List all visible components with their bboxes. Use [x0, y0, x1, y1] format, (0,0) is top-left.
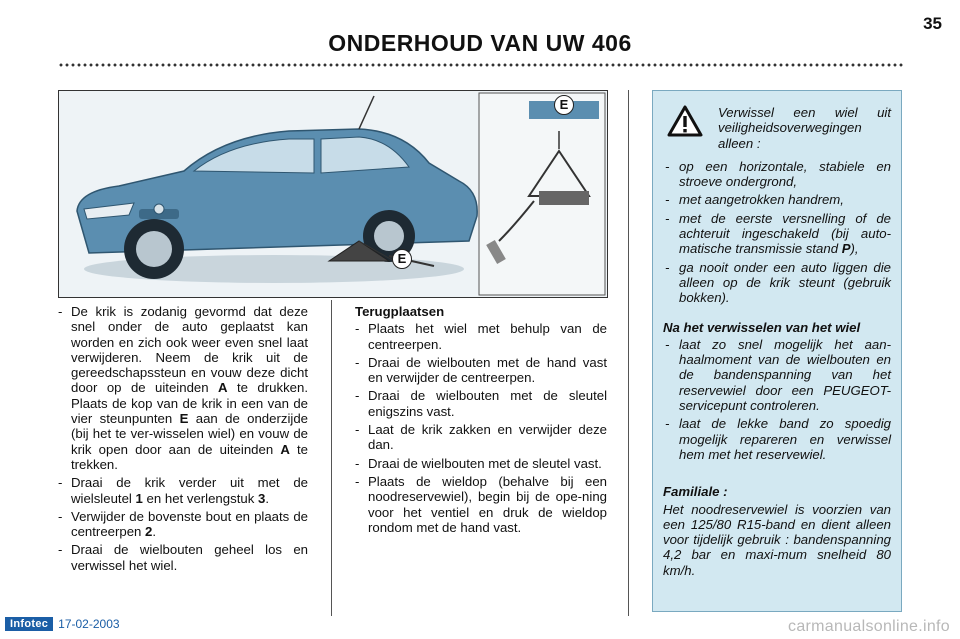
list-item: - Draai de wielbouten met de sleutel vast. [355, 456, 607, 471]
list-item: - Verwijder de bovenste bout en plaats de centreerpen 2. [58, 509, 308, 540]
refit-steps-list [355, 321, 607, 535]
list-item: - Draai de wielbouten geheel los en verwissel het wiel. [58, 542, 308, 573]
after-change-list [663, 337, 891, 462]
list-item: - laat zo snel mogelijk het aan-haalmoment van de wielbouten en de bandenspanning van het reservewiel door een PEUGEOT-servicepunt controleren. [663, 337, 891, 413]
familiale-heading: Familiale : [663, 484, 728, 500]
infotec-logo: Infotec [5, 617, 53, 631]
list-item: - op een horizontale, stabiele en stroeve ondergrond, [663, 159, 891, 190]
list-item: - Draai de wielbouten met de sleutel enigszins vast. [355, 388, 607, 419]
column-divider-2 [628, 90, 629, 616]
car-jack-illustration [58, 90, 608, 298]
list-item: - Draai de krik verder uit met de wielsleutel 1 en het verlengstuk 3. [58, 475, 308, 506]
dotted-divider [58, 63, 903, 67]
list-item: - laat de lekke band zo spoedig mogelijk repareren en verwissel hem met het reservewiel. [663, 416, 891, 462]
jack-steps-list [58, 304, 308, 573]
after-change-heading: Na het verwisselen van het wiel [663, 319, 861, 335]
list-item: - Plaats de wieldop (behalve bij een noodreservewiel), begin bij de ope-ning voor het ventiel en druk de wieldop rondom met de hand vast. [355, 474, 607, 535]
footer-date: 17-02-2003 [58, 617, 120, 631]
list-item: - met de eerste versnelling of de achteruit ingeschakeld (bij auto-matische transmissie stand P), [663, 211, 891, 257]
list-item: - De krik is zodanig gevormd dat deze snel onder de auto geplaatst kan worden en zich ook weer even snel laat verwijderen. Neem de krik uit de gereedschapssteun en vouw deze dicht door op de uiteinden A te drukken. Plaats de kop van de krik in een van de vier steunpunten E aan de onderzijde (bij het te ver-wisselen wiel) en vouw de krik open door aan de uiteinden A te trekken. [58, 304, 308, 472]
list-item: - Laat de krik zakken en verwijder deze dan. [355, 422, 607, 453]
watermark: carmanualsonline.info [788, 618, 950, 635]
label-e-main: E [392, 249, 412, 269]
page-title: ONDERHOUD VAN UW 406 [328, 30, 632, 56]
list-item: - ga nooit onder een auto liggen die alleen op de krik steunt (gebruik bokken). [663, 260, 891, 306]
section-heading-terugplaatsen: Terugplaatsen [355, 304, 445, 319]
list-item: - met aangetrokken handrem, [663, 192, 891, 207]
warning-box [652, 90, 902, 612]
instructions-column-1 [58, 304, 308, 576]
instructions-column-2 [355, 304, 607, 538]
warning-list [663, 159, 891, 306]
label-e-inset: E [554, 95, 574, 115]
footer [5, 617, 120, 631]
warning-intro: Verwissel een wiel uit veiligheidsoverwegingen alleen : [718, 105, 891, 151]
car-drawing [59, 91, 607, 297]
page-number: 35 [923, 14, 942, 33]
list-item: - Draai de wielbouten met de hand vast en verwijder de centreerpen. [355, 355, 607, 386]
column-divider-1 [331, 300, 332, 616]
familiale-text: Het noodreservewiel is voorzien van een 125/80 R15-band en dient alleen voor tijdelijk gebruik : bandenspanning 4,2 bar en maxi-mum snelheid 80 km/h. [663, 501, 891, 578]
warning-triangle-icon [667, 105, 703, 137]
list-item: - Plaats het wiel met behulp van de centreerpen. [355, 321, 607, 352]
